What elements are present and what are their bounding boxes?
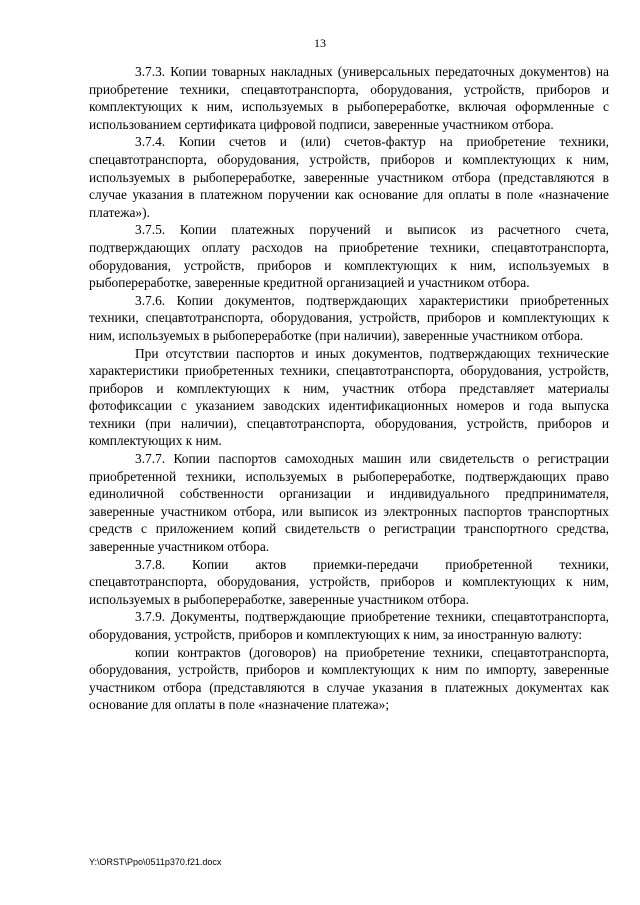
paragraph-no-passports: При отсутствии паспортов и иных документов, подтверждающих технические характеристики приобретенных техники, спецавтотранспорта, оборудования, устройств, приборов и комплектующих к ним, участник отбора представляет материалы фотофиксации с указанием заводских идентификационных номеров и года выпуска техники (при наличии), спецавтотранспорта, оборудования, устройств, приборов и комплектующих к ним. bbox=[89, 345, 609, 449]
page-number: 13 bbox=[314, 36, 326, 50]
paragraph-contract-copies: копии контрактов (договоров) на приобретение техники, спецавтотранспорта, оборудования, устройств, приборов и комплектующих к ним по импорту, заверенные участником отбора (представляются в случае указания в платежных документах как основание для оплаты в поле «назначение платежа»; bbox=[89, 644, 609, 713]
paragraph-3-7-3: 3.7.3. Копии товарных накладных (универсальных передаточных документов) на приобретение техники, спецавтотранспорта, оборудования, устройств, приборов и комплектующих к ним, используемых в рыбопереработке, включая оформленные с использованием сертификата цифровой подписи, заверенные участником отбора. bbox=[89, 64, 609, 132]
footer-file-path: Y:\ORST\Ppo\0511p370.f21.docx bbox=[89, 857, 222, 867]
document-body bbox=[89, 63, 609, 714]
paragraph-3-7-4: 3.7.4. Копии счетов и (или) счетов-фактур на приобретение техники, спецавтотранспорта, оборудования, устройств, приборов и комплектующих к ним, используемых в рыбопереработке, заверенные участником отбора (представляются в случае указания в платежном поручении как основание для оплаты в поле «назначение платежа»). bbox=[89, 134, 609, 220]
paragraph-3-7-7: 3.7.7. Копии паспортов самоходных машин или свидетельств о регистрации приобретенной техники, используемых в рыбопереработке, подтверждающих право единоличной собственности организации и индивидуального предпринимателя, заверенные участником отбора, или выписок из электронных паспортов транспортных средств с приложением копий свидетельств о регистрации транспортного средства, заверенные участником отбора. bbox=[89, 451, 609, 555]
paragraph-3-7-5: 3.7.5. Копии платежных поручений и выписок из расчетного счета, подтверждающих оплату расходов на приобретение техники, спецавтотранспорта, оборудования, устройств, приборов и комплектующих к ним, используемых в рыбопереработке, заверенные кредитной организацией и участником отбора. bbox=[89, 222, 609, 291]
paragraph-3-7-8: 3.7.8. Копии актов приемки-передачи приобретенной техники, спецавтотранспорта, оборудования, устройств, приборов и комплектующих к ним, используемых в рыбопереработке, заверенные участником отбора. bbox=[89, 556, 609, 607]
paragraph-3-7-6: 3.7.6. Копии документов, подтверждающих характеристики приобретенных техники, спецавтотранспорта, оборудования, устройств, приборов и комплектующих к ним, используемых в рыбопереработке (при наличии), заверенные участником отбора. bbox=[89, 292, 609, 343]
paragraph-3-7-9: 3.7.9. Документы, подтверждающие приобретение техники, спецавтотранспорта, оборудования, устройств, приборов и комплектующих к ним, за иностранную валюту: bbox=[89, 609, 609, 642]
